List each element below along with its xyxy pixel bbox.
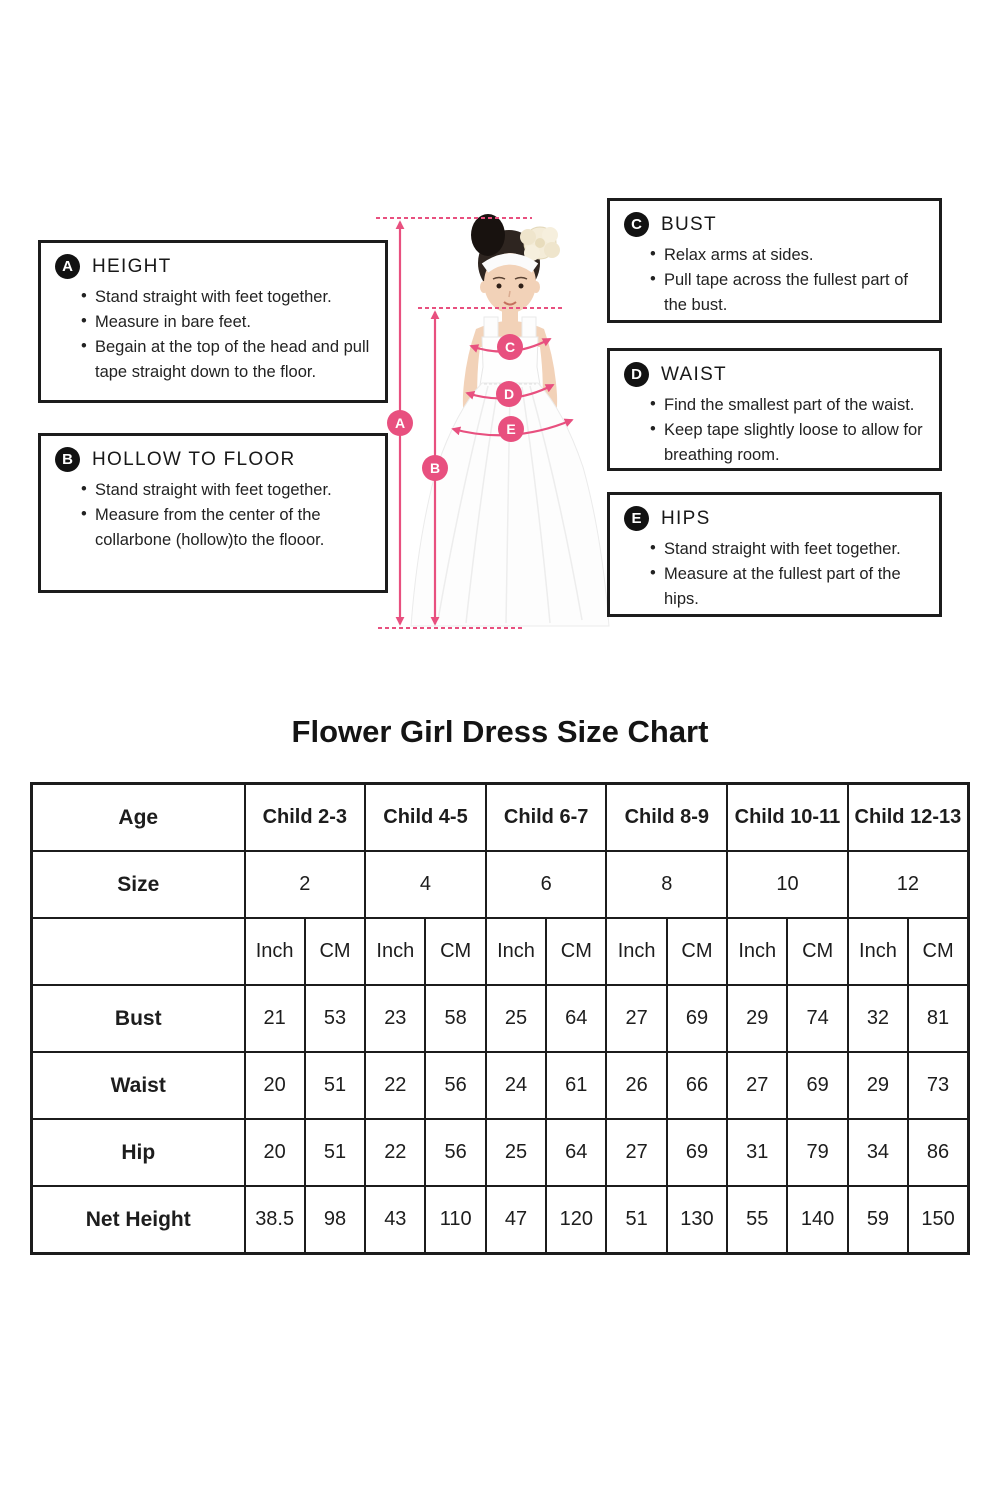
net-height-cell: 51 bbox=[606, 1186, 666, 1254]
unit-cell: CM bbox=[305, 918, 365, 985]
unit-cell: Inch bbox=[606, 918, 666, 985]
bullet-item: • Stand straight with feet together. bbox=[650, 537, 933, 562]
net-height-cell: 47 bbox=[486, 1186, 546, 1254]
net-height-cell: 130 bbox=[667, 1186, 727, 1254]
net-height-cell: 120 bbox=[546, 1186, 606, 1254]
size-table-container bbox=[30, 782, 970, 1255]
bullet-item: • Measure from the center of the collarbone (hollow)to the flooor. bbox=[81, 503, 379, 553]
bust-cell: 32 bbox=[848, 985, 908, 1052]
bust-cell: 53 bbox=[305, 985, 365, 1052]
hip-cell: 34 bbox=[848, 1119, 908, 1186]
unit-cell: CM bbox=[546, 918, 606, 985]
waist-cell: 26 bbox=[606, 1052, 666, 1119]
bust-cell: 69 bbox=[667, 985, 727, 1052]
net-height-cell: 55 bbox=[727, 1186, 787, 1254]
age-cell: Child 4-5 bbox=[365, 784, 486, 852]
letter-b-icon: B bbox=[55, 447, 80, 472]
age-cell: Child 12-13 bbox=[848, 784, 969, 852]
letter-e-icon: E bbox=[624, 506, 649, 531]
eye bbox=[497, 284, 502, 289]
size-cell: 4 bbox=[365, 851, 486, 918]
waist-cell: 27 bbox=[727, 1052, 787, 1119]
eye bbox=[519, 284, 524, 289]
page-title: Flower Girl Dress Size Chart bbox=[291, 714, 709, 749]
instruction-bullets bbox=[41, 279, 385, 385]
net-height-cell: 43 bbox=[365, 1186, 425, 1254]
unit-cell: Inch bbox=[365, 918, 425, 985]
instruction-header bbox=[41, 243, 385, 279]
instruction-box-waist bbox=[607, 348, 942, 471]
hip-row bbox=[32, 1119, 969, 1186]
bust-cell: 27 bbox=[606, 985, 666, 1052]
size-cell: 2 bbox=[245, 851, 366, 918]
waist-row bbox=[32, 1052, 969, 1119]
age-cell: Child 8-9 bbox=[606, 784, 727, 852]
hip-row-label: Hip bbox=[32, 1119, 245, 1186]
age-cell: Child 10-11 bbox=[727, 784, 848, 852]
waist-cell: 20 bbox=[245, 1052, 305, 1119]
instruction-bullets bbox=[610, 531, 939, 612]
bullet-item: • Measure at the fullest part of the hips. bbox=[650, 562, 933, 612]
instruction-header bbox=[610, 495, 939, 531]
svg-text:E: E bbox=[506, 421, 516, 437]
waist-cell: 66 bbox=[667, 1052, 727, 1119]
bust-cell: 25 bbox=[486, 985, 546, 1052]
instruction-title: HIPS bbox=[661, 508, 711, 529]
bullet-item: • Stand straight with feet together. bbox=[81, 285, 379, 310]
net-height-cell: 110 bbox=[425, 1186, 485, 1254]
svg-text:B: B bbox=[429, 460, 441, 476]
hip-cell: 22 bbox=[365, 1119, 425, 1186]
hip-cell: 51 bbox=[305, 1119, 365, 1186]
hip-cell: 27 bbox=[606, 1119, 666, 1186]
waist-cell: 24 bbox=[486, 1052, 546, 1119]
bullet-item: • Relax arms at sides. bbox=[650, 243, 933, 268]
age-cell: Child 2-3 bbox=[245, 784, 366, 852]
age-row bbox=[32, 784, 969, 852]
net-height-row bbox=[32, 1186, 969, 1254]
bullet-item: • Measure in bare feet. bbox=[81, 310, 379, 335]
unit-cell: CM bbox=[425, 918, 485, 985]
net-height-cell: 98 bbox=[305, 1186, 365, 1254]
hair-bun bbox=[471, 214, 505, 256]
bust-row bbox=[32, 985, 969, 1052]
instruction-box-bust bbox=[607, 198, 942, 323]
waist-cell: 22 bbox=[365, 1052, 425, 1119]
flower-icon bbox=[520, 227, 560, 261]
net-height-cell: 38.5 bbox=[245, 1186, 305, 1254]
instruction-bullets bbox=[610, 237, 939, 318]
instruction-title: BUST bbox=[661, 214, 717, 235]
dress-strap bbox=[522, 317, 536, 339]
size-cell: 12 bbox=[848, 851, 969, 918]
bust-cell: 81 bbox=[908, 985, 968, 1052]
bullet-item: • Find the smallest part of the waist. bbox=[650, 393, 933, 418]
net-height-cell: 140 bbox=[787, 1186, 847, 1254]
letter-c-icon: C bbox=[624, 212, 649, 237]
size-row-label: Size bbox=[32, 851, 245, 918]
unit-row bbox=[32, 918, 969, 985]
size-table bbox=[30, 782, 970, 1255]
hip-cell: 20 bbox=[245, 1119, 305, 1186]
unit-cell: CM bbox=[667, 918, 727, 985]
unit-cell: CM bbox=[908, 918, 968, 985]
instruction-header bbox=[610, 201, 939, 237]
instruction-bullets bbox=[41, 472, 385, 553]
instruction-box-height bbox=[38, 240, 388, 403]
hip-cell: 25 bbox=[486, 1119, 546, 1186]
hip-cell: 86 bbox=[908, 1119, 968, 1186]
figure-badge-hollow bbox=[422, 455, 448, 481]
waist-cell: 29 bbox=[848, 1052, 908, 1119]
bust-cell: 23 bbox=[365, 985, 425, 1052]
size-row bbox=[32, 851, 969, 918]
hip-cell: 64 bbox=[546, 1119, 606, 1186]
bust-cell: 74 bbox=[787, 985, 847, 1052]
bust-row-label: Bust bbox=[32, 985, 245, 1052]
net-height-row-label: Net Height bbox=[32, 1186, 245, 1254]
waist-cell: 73 bbox=[908, 1052, 968, 1119]
size-cell: 8 bbox=[606, 851, 727, 918]
age-row-label: Age bbox=[32, 784, 245, 852]
figure-badge-hips bbox=[498, 416, 524, 442]
waist-row-label: Waist bbox=[32, 1052, 245, 1119]
measurement-figure bbox=[370, 195, 640, 655]
instruction-title: HOLLOW TO FLOOR bbox=[92, 449, 296, 470]
bust-cell: 58 bbox=[425, 985, 485, 1052]
unit-cell: Inch bbox=[245, 918, 305, 985]
hip-cell: 69 bbox=[667, 1119, 727, 1186]
age-cell: Child 6-7 bbox=[486, 784, 607, 852]
instruction-header bbox=[610, 351, 939, 387]
instruction-title: WAIST bbox=[661, 364, 727, 385]
unit-cell: Inch bbox=[486, 918, 546, 985]
letter-d-icon: D bbox=[624, 362, 649, 387]
unit-cell: Inch bbox=[848, 918, 908, 985]
size-cell: 6 bbox=[486, 851, 607, 918]
svg-text:A: A bbox=[394, 415, 406, 431]
unit-row-label bbox=[32, 918, 245, 985]
figure-badge-waist bbox=[496, 381, 522, 407]
svg-text:C: C bbox=[504, 339, 516, 355]
dress-strap bbox=[484, 317, 498, 339]
bullet-item: • Begain at the top of the head and pull tape straight down to the floor. bbox=[81, 335, 379, 385]
unit-cell: CM bbox=[787, 918, 847, 985]
hip-cell: 79 bbox=[787, 1119, 847, 1186]
instruction-box-hips bbox=[607, 492, 942, 617]
svg-text:D: D bbox=[503, 386, 515, 402]
net-height-cell: 150 bbox=[908, 1186, 968, 1254]
hip-cell: 31 bbox=[727, 1119, 787, 1186]
bullet-item: • Keep tape slightly loose to allow for breathing room. bbox=[650, 418, 933, 468]
bullet-item: • Stand straight with feet together. bbox=[81, 478, 379, 503]
waist-cell: 51 bbox=[305, 1052, 365, 1119]
instruction-title: HEIGHT bbox=[92, 256, 172, 277]
waist-cell: 61 bbox=[546, 1052, 606, 1119]
instruction-header bbox=[41, 436, 385, 472]
waist-cell: 56 bbox=[425, 1052, 485, 1119]
instruction-box-hollow-to-floor bbox=[38, 433, 388, 593]
letter-a-icon: A bbox=[55, 254, 80, 279]
bust-cell: 21 bbox=[245, 985, 305, 1052]
figure-badge-height bbox=[387, 410, 413, 436]
figure-badge-bust bbox=[497, 334, 523, 360]
net-height-cell: 59 bbox=[848, 1186, 908, 1254]
unit-cell: Inch bbox=[727, 918, 787, 985]
hip-cell: 56 bbox=[425, 1119, 485, 1186]
neck bbox=[502, 309, 518, 323]
bust-cell: 64 bbox=[546, 985, 606, 1052]
instruction-bullets bbox=[610, 387, 939, 468]
waist-cell: 69 bbox=[787, 1052, 847, 1119]
bullet-item: • Pull tape across the fullest part of the bust. bbox=[650, 268, 933, 318]
size-cell: 10 bbox=[727, 851, 848, 918]
bust-cell: 29 bbox=[727, 985, 787, 1052]
